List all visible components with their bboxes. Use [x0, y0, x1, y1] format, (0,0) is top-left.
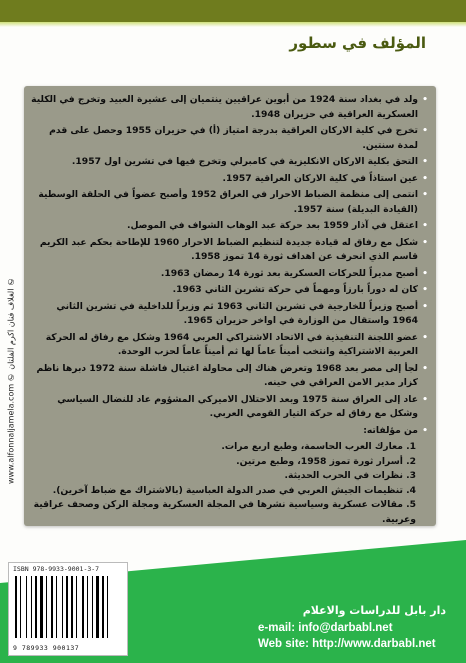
barcode-stripe — [40, 576, 43, 638]
barcode-stripe — [74, 576, 75, 638]
barcode-stripe — [35, 576, 37, 638]
biography-list — [30, 93, 428, 438]
barcode-stripe — [78, 576, 81, 638]
barcode-stripe — [66, 576, 68, 638]
bio-item: • شكل مع رفاق له قيادة جديدة لتنظيم الضباط الاحرار 1960 للإطاحة بحكم عبد الكريم قاسم الذي انحرف عن اهداف ثورة 14 تموز 1958. — [30, 236, 428, 265]
barcode-stripe — [31, 576, 32, 638]
publisher-name: دار بابل للدراسات والاعلام — [302, 604, 446, 617]
barcode-stripe — [28, 576, 30, 638]
barcode-stripe — [56, 576, 57, 638]
barcode-stripe — [51, 576, 53, 638]
works-list — [30, 440, 428, 527]
bio-item: • ولد في بغداد سنة 1924 من أبوين عراقيين ينتميان إلى عشيرة العبيد وتخرج في الكلية العسكرية العراقية في حزيران 1948. — [30, 93, 428, 122]
barcode-stripe — [76, 576, 77, 638]
isbn-barcode — [8, 562, 128, 656]
barcode-stripe — [87, 576, 88, 638]
barcode-stripe — [96, 576, 99, 638]
top-highlight-strip — [0, 22, 466, 27]
publisher-website[interactable]: Web site: http://www.darbabl.net — [258, 638, 436, 650]
isbn-label: ISBN 978-9933-9001-3-7 — [13, 565, 100, 573]
barcode-stripe — [62, 576, 63, 638]
page-title: المؤلف في سطور — [289, 34, 426, 52]
works-item: 1. معارك العرب الحاسمة، وطبع اربع مرات. — [221, 441, 416, 452]
bio-item: • أصبح وزيراً للخارجية في تشرين الثاني 1963 ثم وزيراً للداخلية في تشرين الثاني 1964 واستقال من الوزارة في اواخر حزيران 1965. — [30, 300, 428, 329]
bio-item: • تخرج في كلية الاركان العراقية بدرجة امتياز (أ) في حزيران 1955 وحصل على قدم لمدة سنتين. — [30, 124, 428, 153]
works-item: 5. مقالات عسكرية وسياسية نشرها في المجلة العسكرية ومجلة الركن وصحف عراقية وعربية. — [33, 499, 416, 525]
barcode-stripe — [109, 576, 111, 638]
barcode-stripe — [46, 576, 47, 638]
barcode-stripe — [92, 576, 93, 638]
bio-item: • عاد إلى العراق سنة 1975 وبعد الاحتلال الاميركي المشؤوم عاد للنضال السياسي وشكل مع رفاق له حركة التيار القومي العربي. — [30, 393, 428, 422]
barcode-stripe — [100, 576, 101, 638]
barcode-stripe — [44, 576, 45, 638]
barcode-stripe — [20, 576, 21, 638]
barcode-graphic — [15, 576, 119, 638]
barcode-stripe — [82, 576, 84, 638]
barcode-stripe — [105, 576, 106, 638]
bio-item: • أصبح مديراً للحركات العسكرية بعد ثورة 14 رمضان 1963. — [30, 267, 428, 282]
barcode-stripe — [54, 576, 55, 638]
barcode-stripe — [85, 576, 86, 638]
barcode-stripe — [89, 576, 91, 638]
barcode-stripe — [22, 576, 25, 638]
barcode-stripe — [64, 576, 65, 638]
barcode-stripe — [38, 576, 39, 638]
barcode-stripe — [71, 576, 73, 638]
bio-item: • انتمى إلى منظمة الضباط الاحرار في العراق 1952 وأصبح عضواً في الحلقة الوسطية (القيادة البديلة) سنة 1957. — [30, 188, 428, 217]
works-item: 3. نظرات في الحرب الحديثة. — [284, 470, 416, 481]
barcode-stripe — [15, 576, 17, 638]
publisher-email[interactable]: e-mail: info@darbabl.net — [258, 622, 393, 634]
barcode-stripe — [48, 576, 50, 638]
barcode-digits: 9 789933 900137 — [13, 644, 80, 652]
barcode-stripe — [94, 576, 95, 638]
works-item: 4. تنظيمات الجيش العربي في صدر الدولة العباسية (بالاشتراك مع ضباط آخرين). — [52, 484, 416, 496]
bio-item: • عضو اللجنة التنفيذية في الاتحاد الاشتراكي العربي 1964 وشكل مع رفاق له الحركة العربية الاشتراكية وانتخب أميناً عاماً لها ثم أميناً عاماً لحزب الوحدة. — [30, 331, 428, 360]
bio-item: • اعتقل في آذار 1959 بعد حركة عبد الوهاب الشواف في الموصل. — [30, 219, 428, 234]
biography-panel — [24, 86, 436, 526]
bio-item: • كان له دوراً بارزاً ومهماً في حركة تشرين الثاني 1963. — [30, 283, 428, 298]
barcode-stripe — [58, 576, 61, 638]
barcode-stripe — [33, 576, 34, 638]
top-color-bar — [0, 0, 466, 22]
bio-item: • عين استاذاً في كلية الاركان العراقية 1957. — [30, 172, 428, 187]
barcode-stripe — [69, 576, 70, 638]
bio-item: • لجأ إلى مصر بعد 1968 وتعرض هناك إلى محاولة اغتيال فاشلة سنة 1972 دبرها ناظم كزار مدير الامن العراقي في حينه. — [30, 362, 428, 391]
bio-item: • التحق بكلية الاركان الانكليزية في كامبرلي وتخرج فيها في تشرين اول 1957. — [30, 155, 428, 170]
barcode-stripe — [18, 576, 19, 638]
works-heading: • من مؤلفاته: — [30, 424, 428, 439]
works-item: 2. أسرار ثورة تموز 1958، وطبع مرتين. — [236, 455, 416, 467]
barcode-stripe — [26, 576, 27, 638]
barcode-stripe — [102, 576, 104, 638]
barcode-stripe — [107, 576, 108, 638]
spine-credit: www.alfonnaljamela.com ✆ الغلاف فنان اكرم الفلتان ✆ — [6, 276, 16, 484]
